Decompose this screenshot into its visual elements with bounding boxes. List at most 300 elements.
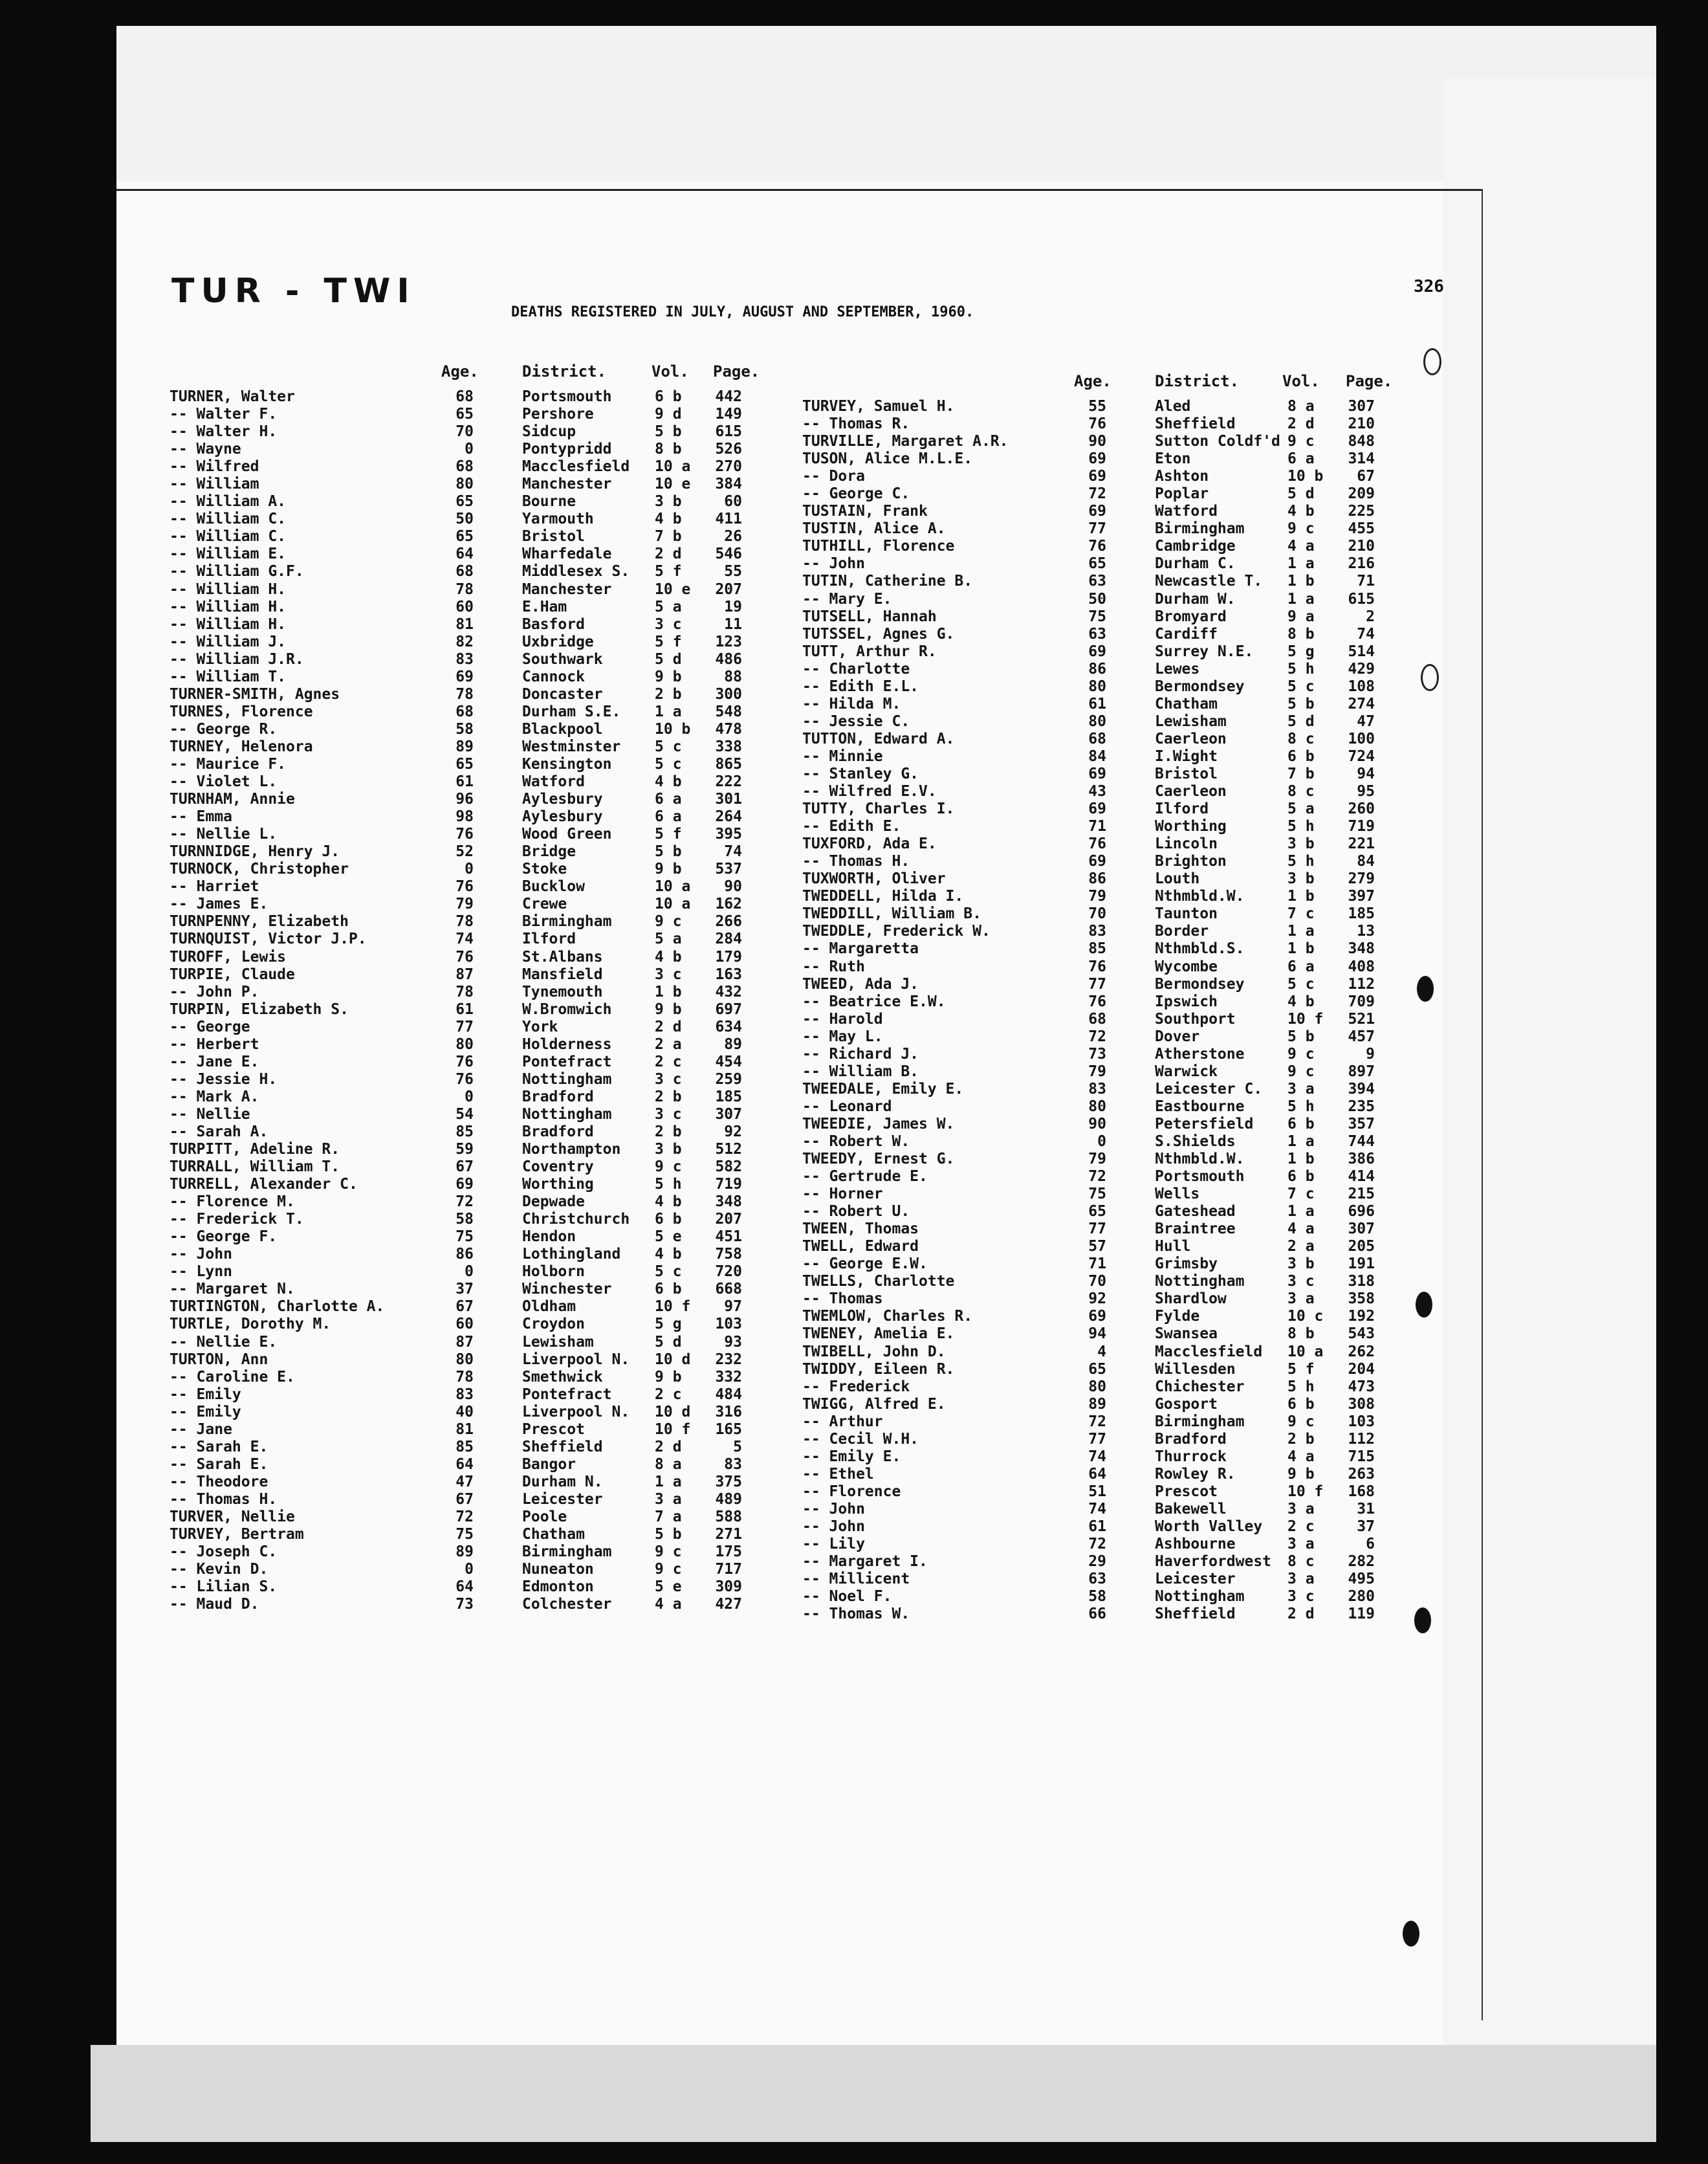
entry-row (802, 1133, 1423, 1151)
entry-page: 71 (1357, 573, 1375, 590)
entry-name: -- Nellie (170, 1105, 250, 1123)
entry-page: 338 (715, 738, 742, 755)
entry-volume: 5 h (1287, 853, 1315, 870)
entry-name: TURNQUIST, Victor J.P. (170, 931, 367, 948)
entry-age: 78 (455, 580, 474, 598)
entry-age: 65 (455, 528, 474, 546)
entry-age: 72 (455, 1193, 474, 1211)
entry-page: 318 (1348, 1273, 1375, 1290)
entry-row (802, 503, 1423, 520)
entry-district: Basford (522, 615, 585, 633)
entry-name: -- Mark A. (170, 1088, 259, 1105)
entry-volume: 2 d (1287, 415, 1315, 433)
entry-name: -- Florence (802, 1483, 901, 1500)
entry-district: Bradford (522, 1088, 594, 1105)
entry-volume: 5 h (1287, 660, 1315, 678)
entry-row (170, 896, 771, 913)
entry-row (170, 1334, 771, 1351)
entry-volume: 5 b (655, 1526, 682, 1543)
entry-district: Bakewell (1155, 1500, 1227, 1518)
entry-age: 76 (455, 878, 474, 896)
entry-district: Birmingham (522, 1543, 612, 1561)
entry-name: -- Emma (170, 808, 232, 826)
entry-age: 70 (1088, 905, 1106, 923)
entry-district: Prescot (1155, 1483, 1218, 1500)
entry-row (802, 1588, 1423, 1606)
entry-row (802, 870, 1423, 888)
entry-district: Blackpool (522, 720, 603, 738)
entry-district: Depwade (522, 1193, 585, 1211)
entry-age: 80 (455, 1351, 474, 1368)
entry-row (802, 993, 1423, 1011)
left-entries (170, 388, 771, 1613)
entry-district: Pontypridd (522, 441, 612, 458)
entry-district: Bradford (522, 1123, 594, 1140)
entry-district: Portsmouth (522, 388, 612, 405)
entry-row (802, 1448, 1423, 1466)
page-header: Page. (1346, 372, 1393, 390)
entry-district: Nottingham (522, 1070, 612, 1088)
entry-page: 495 (1348, 1571, 1375, 1588)
entry-row (170, 1526, 771, 1543)
entry-name: -- Florence M. (170, 1193, 295, 1211)
entry-name: TUXFORD, Ada E. (802, 835, 937, 853)
entry-volume: 9 b (655, 1368, 682, 1386)
entry-page: 83 (724, 1455, 742, 1473)
entry-age: 72 (1088, 1536, 1106, 1553)
entry-age: 69 (1088, 468, 1106, 485)
entry-volume: 5 c (1287, 678, 1315, 695)
entry-district: Bermondsey (1155, 975, 1245, 993)
entry-name: -- Hilda M. (802, 695, 901, 712)
entry-age: 54 (455, 1105, 474, 1123)
entry-row (170, 1193, 771, 1211)
entry-district: Surrey N.E. (1155, 643, 1254, 660)
district-header: District. (1155, 372, 1240, 390)
entry-row (170, 528, 771, 546)
entry-volume: 6 a (1287, 958, 1315, 975)
entry-page: 484 (715, 1386, 742, 1403)
entry-volume: 5 h (655, 1176, 682, 1193)
entry-name: -- Walter H. (170, 423, 278, 441)
entry-volume: 1 b (1287, 573, 1315, 590)
entry-name: TURNNIDGE, Henry J. (170, 843, 340, 861)
entry-name: -- William (170, 476, 259, 493)
entry-age: 75 (1088, 1186, 1106, 1203)
entry-row (802, 713, 1423, 731)
entry-page: 74 (1357, 625, 1375, 643)
entry-row (802, 783, 1423, 800)
entry-row (170, 1316, 771, 1333)
entry-name: TWEDDELL, Hilda I. (802, 888, 964, 905)
entry-age: 50 (1088, 590, 1106, 608)
entry-page: 314 (1348, 450, 1375, 468)
entry-page: 207 (715, 580, 742, 598)
entry-district: Chichester (1155, 1378, 1245, 1395)
entry-page: 724 (1348, 747, 1375, 765)
entry-page: 88 (724, 668, 742, 685)
entry-district: Leicester (1155, 1571, 1236, 1588)
entry-page: 162 (715, 896, 742, 913)
entry-page: 84 (1357, 853, 1375, 870)
entry-row (170, 476, 771, 493)
entry-row (170, 423, 771, 441)
entry-district: Petersfield (1155, 1115, 1254, 1132)
entry-volume: 9 c (1287, 1413, 1315, 1430)
entry-volume: 4 b (655, 1193, 682, 1211)
entry-district: Haverfordwest (1155, 1553, 1272, 1571)
entry-age: 72 (455, 1508, 474, 1525)
entry-district: Cardiff (1155, 625, 1218, 643)
entry-district: Fylde (1155, 1308, 1200, 1325)
entry-page: 546 (715, 546, 742, 563)
entry-age: 67 (455, 1298, 474, 1316)
entry-page: 225 (1348, 503, 1375, 520)
entry-row (170, 913, 771, 931)
entry-row (170, 984, 771, 1001)
entry-page: 384 (715, 476, 742, 493)
entry-page: 719 (715, 1176, 742, 1193)
entry-volume: 10 a (1287, 1343, 1324, 1360)
entry-district: Holborn (522, 1263, 585, 1281)
entry-row (802, 450, 1423, 468)
entry-district: Uxbridge (522, 633, 594, 650)
entry-name: TWELL, Edward (802, 1238, 919, 1255)
entry-page: 93 (724, 1333, 742, 1351)
entry-age: 74 (1088, 1500, 1106, 1518)
entry-name: TWELLS, Charlotte (802, 1273, 955, 1290)
entry-row (802, 1378, 1423, 1396)
entry-district: Gateshead (1155, 1203, 1236, 1220)
entry-name: TUTIN, Catherine B. (802, 573, 973, 590)
entry-name: -- Cecil W.H. (802, 1430, 919, 1448)
entry-district: York (522, 1018, 558, 1035)
entry-page: 221 (1348, 835, 1375, 853)
entry-name: -- Thomas R. (802, 415, 910, 433)
entry-district: Rowley R. (1155, 1465, 1236, 1483)
entry-row (802, 1431, 1423, 1448)
entry-district: E.Ham (522, 598, 567, 615)
entry-name: -- Sarah E. (170, 1455, 268, 1473)
entry-name: -- Lilian S. (170, 1578, 278, 1596)
entry-age: 74 (1088, 1448, 1106, 1465)
entry-page: 582 (715, 1158, 742, 1176)
entry-volume: 5 c (655, 738, 682, 755)
entry-age: 65 (1088, 555, 1106, 573)
entry-volume: 1 a (1287, 1132, 1315, 1150)
entry-age: 72 (1088, 1413, 1106, 1430)
entry-volume: 2 b (655, 1123, 682, 1140)
entry-age: 61 (1088, 695, 1106, 712)
entry-page: 411 (715, 511, 742, 528)
entry-age: 0 (1097, 1132, 1106, 1150)
entry-row (802, 1518, 1423, 1536)
entry-district: Wharfedale (522, 546, 612, 563)
entry-volume: 3 a (1287, 1536, 1315, 1553)
page-header: Page. (713, 362, 760, 381)
entry-district: Taunton (1155, 905, 1218, 923)
entry-district: Poole (522, 1508, 567, 1525)
entry-name: TWEDDILL, William B. (802, 905, 981, 923)
punch-hole (1421, 664, 1439, 691)
entry-row (170, 878, 771, 896)
entry-row (802, 1343, 1423, 1361)
entry-volume: 5 e (655, 1578, 682, 1596)
entry-volume: 3 c (1287, 1273, 1315, 1290)
entry-age: 86 (1088, 870, 1106, 888)
entry-volume: 7 c (1287, 905, 1315, 923)
entry-volume: 8 a (655, 1455, 682, 1473)
entry-row (170, 1036, 771, 1054)
entry-name: TWEEDIE, James W. (802, 1115, 955, 1132)
entry-volume: 5 e (655, 1228, 682, 1246)
entry-name: -- George E.W. (802, 1255, 928, 1273)
entry-name: TUTT, Arthur R. (802, 643, 937, 660)
entry-age: 89 (455, 738, 474, 755)
entry-row (802, 643, 1423, 661)
entry-page: 26 (724, 528, 742, 546)
entry-page: 301 (715, 791, 742, 808)
entry-page: 100 (1348, 730, 1375, 747)
entry-row (170, 668, 771, 686)
entry-volume: 10 f (1287, 1483, 1324, 1500)
entry-row (802, 520, 1423, 538)
entry-row (802, 1466, 1423, 1483)
entry-name: -- Horner (802, 1186, 883, 1203)
entry-volume: 2 a (655, 1035, 682, 1053)
entry-volume: 2 d (655, 1438, 682, 1455)
punch-hole (1417, 976, 1434, 1002)
entry-name: -- Edith E. (802, 818, 901, 835)
entry-district: Bucklow (522, 878, 585, 896)
entry-row (802, 976, 1423, 993)
entry-page: 163 (715, 966, 742, 983)
entry-age: 69 (455, 668, 474, 685)
entry-volume: 10 f (655, 1298, 691, 1316)
entry-page: 357 (1348, 1115, 1375, 1132)
entry-page: 123 (715, 633, 742, 650)
entry-name: -- William G.F. (170, 563, 304, 580)
entry-district: Sheffield (1155, 415, 1236, 433)
entry-district: Yarmouth (522, 511, 594, 528)
entry-age: 69 (1088, 853, 1106, 870)
entry-age: 83 (455, 650, 474, 668)
entry-age: 0 (465, 861, 474, 878)
entry-row (170, 388, 771, 406)
entry-age: 55 (1088, 398, 1106, 415)
punch-hole (1403, 1921, 1419, 1947)
entry-age: 64 (455, 1578, 474, 1596)
entry-age: 85 (1088, 940, 1106, 958)
entry-district: Manchester (522, 476, 612, 493)
entry-district: Southport (1155, 1010, 1236, 1028)
entry-volume: 9 c (655, 1158, 682, 1176)
entry-row (170, 616, 771, 634)
entry-name: -- Nellie E. (170, 1333, 278, 1351)
entry-volume: 5 d (655, 650, 682, 668)
entry-age: 74 (455, 931, 474, 948)
entry-name: -- Frederick T. (170, 1211, 304, 1228)
entry-volume: 7 c (1287, 1186, 1315, 1203)
entry-volume: 5 b (655, 843, 682, 861)
entry-page: 537 (715, 861, 742, 878)
entry-page: 543 (1348, 1325, 1375, 1343)
entry-age: 61 (455, 773, 474, 791)
entry-row (802, 1203, 1423, 1220)
entry-row (170, 1246, 771, 1263)
entry-district: Liverpool N. (522, 1351, 630, 1368)
entry-page: 307 (1348, 398, 1375, 415)
entry-age: 81 (455, 615, 474, 633)
entry-page: 192 (1348, 1308, 1375, 1325)
entry-age: 65 (455, 493, 474, 511)
entry-name: -- Lynn (170, 1263, 232, 1281)
entry-page: 615 (715, 423, 742, 441)
entry-row (170, 651, 771, 668)
entry-page: 442 (715, 388, 742, 405)
entry-row (802, 538, 1423, 555)
entry-age: 94 (1088, 1325, 1106, 1343)
entry-name: -- Thomas H. (170, 1490, 278, 1508)
entry-age: 75 (455, 1526, 474, 1543)
entry-district: Newcastle T. (1155, 573, 1263, 590)
scan-background-top (116, 26, 1656, 181)
entry-name: -- Jane E. (170, 1053, 259, 1070)
entry-row (802, 940, 1423, 958)
entry-volume: 9 c (655, 1561, 682, 1578)
entry-district: Eastbourne (1155, 1098, 1245, 1115)
entry-row (170, 1071, 771, 1088)
entry-row (170, 1421, 771, 1439)
entry-district: I.Wight (1155, 747, 1218, 765)
entry-volume: 4 a (655, 1596, 682, 1613)
entry-name: TURVER, Nellie (170, 1508, 295, 1525)
entry-row (802, 1238, 1423, 1255)
entry-age: 64 (455, 546, 474, 563)
entry-row (802, 1046, 1423, 1063)
entry-district: Sheffield (1155, 1606, 1236, 1623)
entry-district: Border (1155, 923, 1209, 940)
entry-row (170, 1281, 771, 1298)
entry-name: TUTTON, Edward A. (802, 730, 955, 747)
entry-name: -- Lily (802, 1536, 865, 1553)
entry-name: -- William E. (170, 546, 287, 563)
entry-page: 6 (1366, 1536, 1375, 1553)
entry-row (170, 756, 771, 773)
entry-name: -- Emily (170, 1403, 241, 1420)
entry-volume: 1 a (1287, 923, 1315, 940)
entry-name: -- Richard J. (802, 1045, 919, 1063)
entry-age: 77 (1088, 520, 1106, 538)
entry-name: -- Ethel (802, 1465, 874, 1483)
entry-page: 207 (715, 1211, 742, 1228)
entry-volume: 10 f (1287, 1010, 1324, 1028)
entry-name: -- Sarah E. (170, 1438, 268, 1455)
entry-volume: 6 b (655, 1281, 682, 1298)
entry-volume: 10 a (655, 878, 691, 896)
entry-page: 848 (1348, 433, 1375, 450)
entry-district: Bromyard (1155, 608, 1227, 625)
entry-name: -- William J. (170, 633, 287, 650)
entry-age: 69 (1088, 765, 1106, 782)
entry-district: Edmonton (522, 1578, 594, 1596)
entry-volume: 10 b (655, 720, 691, 738)
entry-name: TUSTAIN, Frank (802, 503, 928, 520)
entry-age: 76 (455, 826, 474, 843)
entry-name: -- Walter F. (170, 406, 278, 423)
entry-district: Ilford (1155, 800, 1209, 818)
entry-district: Wood Green (522, 826, 612, 843)
entry-row (802, 573, 1423, 590)
entry-age: 79 (1088, 1063, 1106, 1080)
left-column (170, 362, 771, 1613)
entry-page: 103 (1348, 1413, 1375, 1430)
entry-volume: 8 c (1287, 1553, 1315, 1571)
entry-page: 112 (1348, 1430, 1375, 1448)
entry-district: Nthmbld.S. (1155, 940, 1245, 958)
entry-age: 72 (1088, 1028, 1106, 1045)
entry-row (170, 1491, 771, 1508)
entry-age: 89 (455, 1543, 474, 1561)
entry-row (802, 1501, 1423, 1518)
entry-volume: 2 d (655, 1018, 682, 1035)
entry-volume: 2 b (1287, 1430, 1315, 1448)
entry-district: Swansea (1155, 1325, 1218, 1343)
entry-row (802, 1413, 1423, 1431)
entry-page: 92 (724, 1123, 742, 1140)
entry-volume: 8 b (1287, 625, 1315, 643)
entry-district: Nuneaton (522, 1561, 594, 1578)
entry-volume: 5 a (655, 931, 682, 948)
entry-name: TURTINGTON, Charlotte A. (170, 1298, 385, 1316)
entry-volume: 1 a (1287, 1203, 1315, 1220)
entry-page: 210 (1348, 415, 1375, 433)
entry-age: 75 (455, 1228, 474, 1246)
entry-volume: 10 b (1287, 468, 1324, 485)
entry-name: -- Caroline E. (170, 1368, 295, 1386)
entry-district: Mansfield (522, 966, 603, 983)
entry-district: Lothingland (522, 1246, 621, 1263)
entry-name: -- Margaret N. (170, 1281, 295, 1298)
entry-volume: 3 c (655, 615, 682, 633)
entry-name: -- Dora (802, 468, 865, 485)
entry-district: Dover (1155, 1028, 1200, 1045)
entry-age: 65 (455, 406, 474, 423)
entry-volume: 3 a (1287, 1571, 1315, 1588)
entry-district: Birmingham (1155, 1413, 1245, 1430)
entry-row (802, 1255, 1423, 1273)
entry-age: 63 (1088, 573, 1106, 590)
entry-row (802, 1483, 1423, 1501)
entry-district: Sheffield (522, 1438, 603, 1455)
entry-page: 697 (715, 1000, 742, 1018)
entry-district: Westminster (522, 738, 621, 755)
entry-district: Ashbourne (1155, 1536, 1236, 1553)
entry-age: 70 (1088, 1273, 1106, 1290)
entry-page: 216 (1348, 555, 1375, 573)
entry-district: Winchester (522, 1281, 612, 1298)
entry-district: Willesden (1155, 1360, 1236, 1378)
entry-page: 316 (715, 1403, 742, 1420)
entry-page: 715 (1348, 1448, 1375, 1465)
entry-name: -- John (170, 1246, 232, 1263)
entry-age: 76 (455, 1070, 474, 1088)
page-number: 326 (1414, 277, 1444, 296)
right-column-headers (802, 372, 1423, 398)
entry-name: -- George C. (802, 485, 910, 503)
entry-row (802, 1186, 1423, 1203)
entry-row (170, 1578, 771, 1596)
